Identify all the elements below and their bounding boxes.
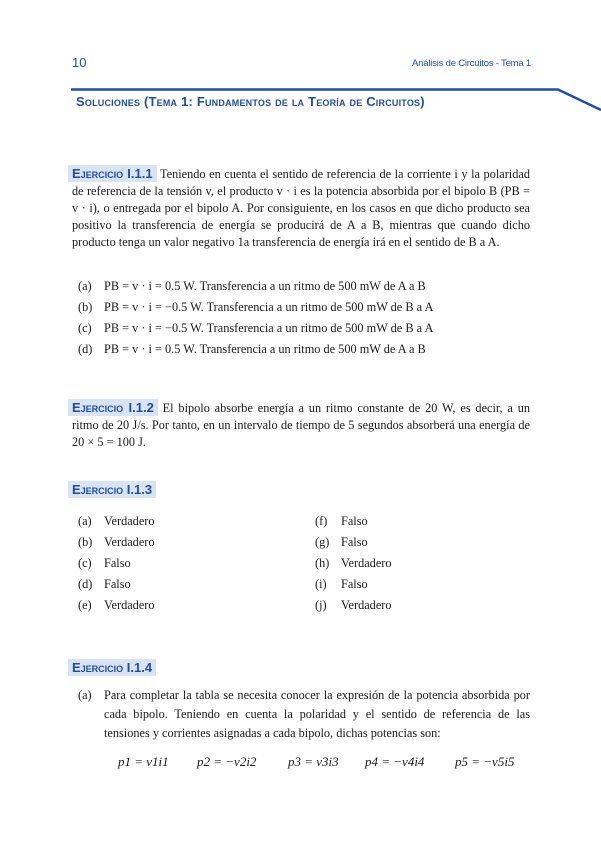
item-label: (a)	[78, 279, 92, 293]
exercise-1-1-answers	[78, 276, 433, 360]
item-text: Verdadero	[341, 598, 392, 612]
item-text: Falso	[104, 577, 131, 591]
item-label: (e)	[78, 598, 92, 612]
exercise-text: El bipolo absorbe energía a un ritmo constante de 20 W, es decir, a un ritmo de 20 J/s. Por tanto, en un intervalo de tiempo de 5 segundos absorberá una energía de 20 × 5 = 100 J.	[72, 401, 530, 449]
item-text: PB = v · i = −0.5 W. Transferencia a un ritmo de 500 mW de B a A	[104, 321, 434, 335]
item-text: Falso	[341, 535, 368, 549]
exercise-1-1	[72, 165, 530, 251]
exercise-heading: Ejercicio I.1.3	[68, 481, 156, 498]
answer-item	[315, 553, 392, 574]
item-label: (b)	[78, 535, 93, 549]
item-label: (h)	[315, 556, 330, 570]
exercise-heading: Ejercicio I.1.1	[68, 165, 157, 182]
item-text: PB = v · i = 0.5 W. Transferencia a un ritmo de 500 mW de A a B	[104, 279, 426, 293]
item-text: Verdadero	[104, 598, 155, 612]
item-label: (d)	[78, 342, 93, 356]
item-label: (a)	[78, 688, 92, 702]
answer-item	[315, 532, 392, 553]
item-text: Falso	[341, 514, 368, 528]
item-label: (c)	[78, 321, 92, 335]
equation: p2 = −v2i2	[197, 754, 257, 769]
equation: p1 = v1i1	[118, 754, 169, 769]
section-title	[76, 94, 425, 109]
exercise-text: Teniendo en cuenta el sentido de referencia de la corriente i y la polaridad de referencia de la tensión v, el producto v · i es la potencia absorbida por el bipolo B (PB = v · i), o entregada por el bipolo A. Por consiguiente, en los casos en que dicho producto sea positivo la transferencia de energía se producirá de A a B, mientras que cuando dicho producto tenga un valor negativo 1a transferencia de energía irá en el sentido de B a A.	[72, 167, 530, 249]
item-label: (g)	[315, 535, 330, 549]
answer-item	[78, 574, 155, 595]
section-title-text: Soluciones (Tema 1: Fundamentos de la Teoría de Circuitos)	[76, 94, 425, 109]
answer-item	[78, 339, 433, 360]
item-label: (b)	[78, 300, 93, 314]
item-label: (d)	[78, 577, 93, 591]
answer-item	[78, 595, 155, 616]
exercise-1-2	[72, 399, 530, 451]
answer-item	[315, 574, 392, 595]
equation: p5 = −v5i5	[455, 754, 515, 769]
exercise-1-3-right-column	[315, 511, 392, 616]
equation: p4 = −v4i4	[365, 754, 425, 769]
answer-item	[78, 686, 530, 743]
answer-item	[78, 276, 433, 297]
exercise-1-4	[72, 659, 530, 677]
item-text: Falso	[104, 556, 131, 570]
answer-item	[315, 511, 392, 532]
item-label: (f)	[315, 514, 328, 528]
item-text: Verdadero	[104, 535, 155, 549]
item-label: (a)	[78, 514, 92, 528]
running-head: Análisis de Circuitos - Tema 1	[412, 58, 531, 69]
item-text: Verdadero	[341, 556, 392, 570]
item-label: (j)	[315, 598, 327, 612]
page-number: 10	[72, 55, 87, 70]
item-text: Verdadero	[104, 514, 155, 528]
exercise-1-3-left-column	[78, 511, 155, 616]
item-label: (i)	[315, 577, 327, 591]
item-label: (c)	[78, 556, 92, 570]
exercise-1-4-item	[78, 686, 530, 743]
answer-item	[78, 318, 433, 339]
exercise-1-3	[72, 481, 530, 499]
item-text: Para completar la tabla se necesita conocer la expresión de la potencia absorbida por cada bipolo. Teniendo en cuenta la polaridad y el sentido de referencia de las tensiones y corrientes asignadas a cada bipolo, dichas potencias son:	[104, 688, 530, 740]
answer-item	[78, 297, 433, 318]
exercise-heading: Ejercicio I.1.2	[68, 399, 158, 416]
answer-item	[78, 553, 155, 574]
answer-item	[78, 511, 155, 532]
answer-item	[78, 532, 155, 553]
item-text: PB = v · i = −0.5 W. Transferencia a un ritmo de 500 mW de B a A	[104, 300, 434, 314]
item-text: PB = v · i = 0.5 W. Transferencia a un ritmo de 500 mW de A a B	[104, 342, 426, 356]
item-text: Falso	[341, 577, 368, 591]
equation: p3 = v3i3	[288, 754, 339, 769]
answer-item	[315, 595, 392, 616]
exercise-heading: Ejercicio I.1.4	[68, 659, 156, 676]
